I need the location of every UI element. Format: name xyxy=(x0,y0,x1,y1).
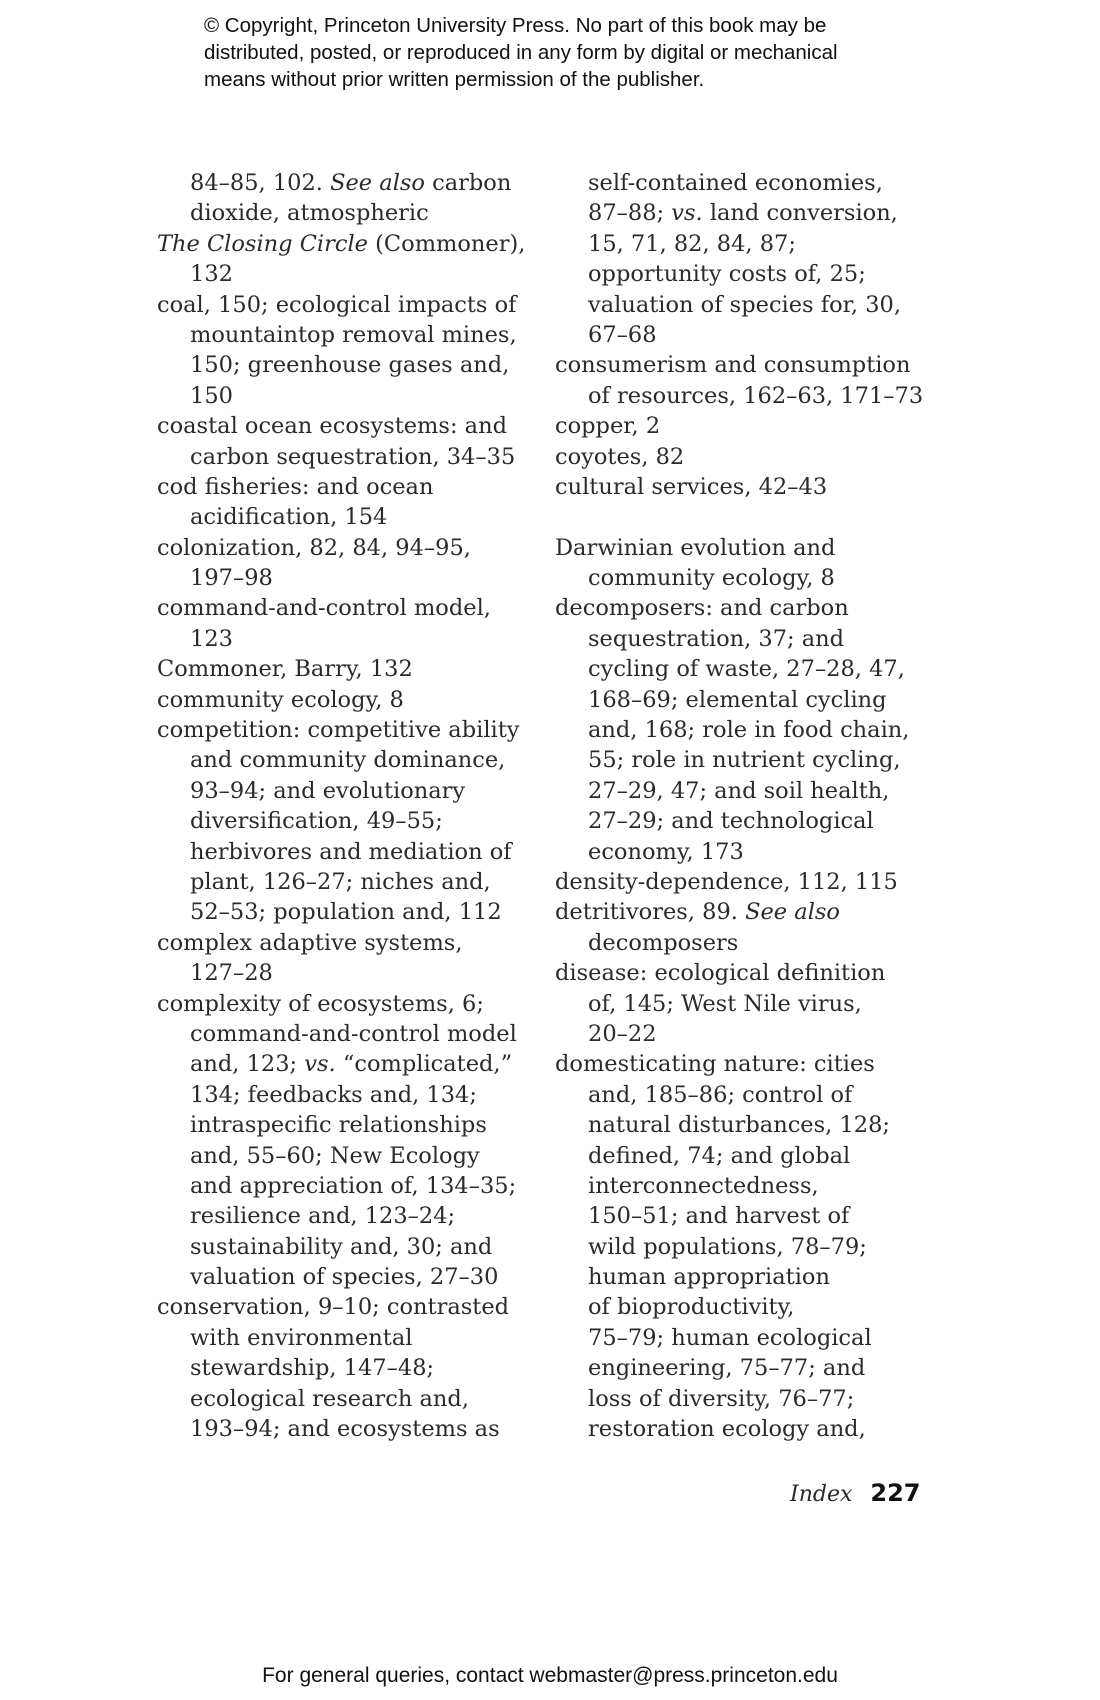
index-entry-line xyxy=(555,472,935,502)
copyright-line: means without prior written permission of the publisher. xyxy=(204,68,705,91)
index-text: 87–88; xyxy=(588,200,672,227)
index-continuation-line xyxy=(157,1141,537,1171)
index-text: complex adaptive systems, xyxy=(157,929,463,956)
index-spacer xyxy=(555,502,935,532)
index-continuation-line xyxy=(555,1110,935,1140)
index-text: cod fisheries: and ocean xyxy=(157,473,434,500)
index-text: 52–53; population and, 112 xyxy=(190,899,502,926)
index-continuation-line xyxy=(157,806,537,836)
index-text: intraspecific relationships xyxy=(190,1112,487,1139)
index-text: 150; greenhouse gases and, xyxy=(190,352,510,379)
index-continuation-line xyxy=(157,837,537,867)
copyright-line: distributed, posted, or reproduced in any form by digital or mechanical xyxy=(204,41,838,64)
index-text: detritivores, 89. xyxy=(555,899,746,926)
index-entry-line xyxy=(555,1049,935,1079)
index-text: valuation of species for, 30, xyxy=(588,291,902,318)
index-continuation-line xyxy=(555,776,935,806)
index-italic-text: vs. xyxy=(671,200,703,227)
index-continuation-line xyxy=(555,624,935,654)
index-continuation-line xyxy=(555,1171,935,1201)
index-text: engineering, 75–77; and xyxy=(588,1355,866,1382)
index-text: cultural services, 42–43 xyxy=(555,473,828,500)
index-text: 27–29, 47; and soil health, xyxy=(588,777,890,804)
index-continuation-line xyxy=(157,350,537,380)
index-text: (Commoner), xyxy=(368,230,526,257)
index-continuation-line xyxy=(555,1262,935,1292)
index-continuation-line xyxy=(157,1323,537,1353)
index-continuation-line xyxy=(555,198,935,228)
index-continuation-line xyxy=(157,563,537,593)
index-continuation-line xyxy=(555,1141,935,1171)
index-text: of bioproductivity, xyxy=(588,1294,795,1321)
index-text: consumerism and consumption xyxy=(555,352,911,379)
index-text: ecological research and, xyxy=(190,1385,469,1412)
index-entry-line xyxy=(555,897,935,927)
index-entry-line xyxy=(157,685,537,715)
index-text: Commoner, Barry, 132 xyxy=(157,656,413,683)
index-text: colonization, 82, 84, 94–95, xyxy=(157,534,471,561)
index-text: “complicated,” xyxy=(335,1051,513,1078)
index-continuation-line xyxy=(555,806,935,836)
index-text: 27–29; and technological xyxy=(588,808,874,835)
index-text: 197–98 xyxy=(190,565,273,592)
index-text: command-and-control model, xyxy=(157,595,491,622)
index-entry-line xyxy=(157,928,537,958)
index-continuation-line xyxy=(157,442,537,472)
index-text: carbon xyxy=(424,170,512,196)
index-text: 20–22 xyxy=(588,1020,657,1047)
index-text: 84–85, 102. xyxy=(190,170,331,196)
index-continuation-line xyxy=(157,1201,537,1231)
index-text: competition: competitive ability xyxy=(157,717,520,744)
index-entry-line xyxy=(157,593,537,623)
page-number: 227 xyxy=(870,1479,921,1507)
index-text: resilience and, 123–24; xyxy=(190,1203,456,1230)
index-continuation-line xyxy=(555,290,935,320)
index-text: 55; role in nutrient cycling, xyxy=(588,747,901,774)
index-text: sequestration, 37; and xyxy=(588,625,845,652)
index-text: 132 xyxy=(190,261,233,288)
index-continuation-line xyxy=(157,381,537,411)
index-continuation-line xyxy=(555,837,935,867)
index-text: coyotes, 82 xyxy=(555,443,685,470)
index-entry-line xyxy=(555,411,935,441)
index-text: 168–69; elemental cycling xyxy=(588,686,887,713)
index-continuation-line xyxy=(157,1384,537,1414)
index-entry-line xyxy=(555,533,935,563)
index-continuation-line xyxy=(157,897,537,927)
index-continuation-line xyxy=(555,989,935,1019)
index-text: 134; feedbacks and, 134; xyxy=(190,1081,477,1108)
index-continuation-line xyxy=(157,745,537,775)
index-entry-line xyxy=(157,654,537,684)
index-entry-line xyxy=(157,229,537,259)
index-text: and appreciation of, 134–35; xyxy=(190,1172,517,1199)
index-text: community ecology, 8 xyxy=(157,686,404,713)
index-continuation-line xyxy=(555,259,935,289)
index-text: coastal ocean ecosystems: and xyxy=(157,413,507,440)
index-entry-line xyxy=(157,533,537,563)
index-entry-line xyxy=(157,411,537,441)
page-folio xyxy=(790,1479,920,1507)
index-italic-text: See also xyxy=(745,899,840,926)
index-text: wild populations, 78–79; xyxy=(588,1233,867,1260)
index-text: decomposers xyxy=(588,929,739,956)
index-text: and, 55–60; New Ecology xyxy=(190,1142,480,1169)
index-continuation-line xyxy=(157,1171,537,1201)
index-entry-line xyxy=(157,715,537,745)
index-text: of resources, 162–63, 171–73 xyxy=(588,382,924,409)
index-column-right xyxy=(555,168,935,1444)
index-text: economy, 173 xyxy=(588,838,744,865)
index-text: loss of diversity, 76–77; xyxy=(588,1385,855,1412)
index-continuation-line xyxy=(157,624,537,654)
index-continuation-line xyxy=(555,563,935,593)
index-continuation-line xyxy=(555,229,935,259)
index-entry-line xyxy=(555,867,935,897)
index-text: 123 xyxy=(190,625,233,652)
index-text: stewardship, 147–48; xyxy=(190,1355,435,1382)
index-text: and, 123; xyxy=(190,1051,305,1078)
index-continuation-line xyxy=(157,502,537,532)
index-text: interconnectedness, xyxy=(588,1172,819,1199)
index-text: cycling of waste, 27–28, 47, xyxy=(588,656,905,683)
index-continuation-line xyxy=(555,715,935,745)
index-text: 15, 71, 82, 84, 87; xyxy=(588,230,796,257)
index-continuation-line xyxy=(555,1384,935,1414)
index-text: 93–94; and evolutionary xyxy=(190,777,466,804)
index-text: diversification, 49–55; xyxy=(190,808,443,835)
index-text: land conversion, xyxy=(702,200,898,227)
index-text: and community dominance, xyxy=(190,747,506,774)
index-text: copper, 2 xyxy=(555,413,661,440)
index-entry-line xyxy=(555,593,935,623)
index-continuation-line xyxy=(555,928,935,958)
index-text: restoration ecology and, xyxy=(588,1416,866,1443)
index-text: mountaintop removal mines, xyxy=(190,321,517,348)
index-continuation-line xyxy=(157,168,537,198)
index-column-left xyxy=(157,168,537,1444)
index-continuation-line xyxy=(555,1080,935,1110)
index-continuation-line xyxy=(555,320,935,350)
index-italic-text: The Closing Circle xyxy=(157,230,368,257)
index-continuation-line xyxy=(555,1353,935,1383)
index-text: dioxide, atmospheric xyxy=(190,200,429,227)
index-continuation-line xyxy=(157,1080,537,1110)
index-text: 150–51; and harvest of xyxy=(588,1203,850,1230)
index-text: Darwinian evolution and xyxy=(555,534,836,561)
index-text: opportunity costs of, 25; xyxy=(588,261,866,288)
index-text: 193–94; and ecosystems as xyxy=(190,1416,500,1443)
index-entry-line xyxy=(555,350,935,380)
index-text: self-contained economies, xyxy=(588,170,883,196)
index-continuation-line xyxy=(157,1110,537,1140)
index-continuation-line xyxy=(555,1414,935,1444)
index-continuation-line xyxy=(157,1019,537,1049)
index-continuation-line xyxy=(157,320,537,350)
index-entry-line xyxy=(157,290,537,320)
index-entry-line xyxy=(555,958,935,988)
index-text: decomposers: and carbon xyxy=(555,595,849,622)
index-text: 127–28 xyxy=(190,960,273,987)
index-continuation-line xyxy=(157,259,537,289)
index-text: sustainability and, 30; and xyxy=(190,1233,493,1260)
index-text: herbivores and mediation of xyxy=(190,838,512,865)
index-text: carbon sequestration, 34–35 xyxy=(190,443,516,470)
index-continuation-line xyxy=(157,1232,537,1262)
index-text: with environmental xyxy=(190,1324,413,1351)
index-text: density-dependence, 112, 115 xyxy=(555,868,898,895)
index-text: and, 185–86; control of xyxy=(588,1081,853,1108)
index-continuation-line xyxy=(555,1201,935,1231)
running-head-label: Index xyxy=(790,1482,853,1507)
index-entry-line xyxy=(157,989,537,1019)
index-continuation-line xyxy=(555,745,935,775)
index-continuation-line xyxy=(157,958,537,988)
index-continuation-line xyxy=(157,1049,537,1079)
copyright-line: © Copyright, Princeton University Press. No part of this book may be xyxy=(204,14,827,37)
index-text: coal, 150; ecological impacts of xyxy=(157,291,517,318)
index-continuation-line xyxy=(555,685,935,715)
index-continuation-line xyxy=(157,1262,537,1292)
index-entry-line xyxy=(555,442,935,472)
index-text: command-and-control model xyxy=(190,1020,517,1047)
index-italic-text: vs. xyxy=(304,1051,336,1078)
index-text: community ecology, 8 xyxy=(588,565,835,592)
index-entry-line xyxy=(157,1292,537,1322)
index-entry-line xyxy=(157,472,537,502)
footer-contact: For general queries, contact webmaster@press.princeton.edu xyxy=(262,1664,838,1687)
copyright-notice xyxy=(204,12,924,93)
index-text: human appropriation xyxy=(588,1264,830,1291)
index-continuation-line xyxy=(157,1353,537,1383)
index-continuation-line xyxy=(555,168,935,198)
index-text: plant, 126–27; niches and, xyxy=(190,868,491,895)
index-text: and, 168; role in food chain, xyxy=(588,717,910,744)
index-text: acidification, 154 xyxy=(190,504,388,531)
index-continuation-line xyxy=(157,198,537,228)
index-text: conservation, 9–10; contrasted xyxy=(157,1294,510,1321)
index-text: defined, 74; and global xyxy=(588,1142,851,1169)
index-continuation-line xyxy=(555,1232,935,1262)
index-continuation-line xyxy=(555,1323,935,1353)
index-text: valuation of species, 27–30 xyxy=(190,1264,499,1291)
index-continuation-line xyxy=(555,1292,935,1322)
index-continuation-line xyxy=(157,1414,537,1444)
index-text: domesticating nature: cities xyxy=(555,1051,875,1078)
index-text: 150 xyxy=(190,382,233,409)
index-text: disease: ecological definition xyxy=(555,960,886,987)
index-text: 75–79; human ecological xyxy=(588,1324,872,1351)
index-text: natural disturbances, 128; xyxy=(588,1112,890,1139)
index-continuation-line xyxy=(555,381,935,411)
index-text: of, 145; West Nile virus, xyxy=(588,990,862,1017)
index-continuation-line xyxy=(157,776,537,806)
index-continuation-line xyxy=(555,1019,935,1049)
index-text: 67–68 xyxy=(588,321,657,348)
index-text: complexity of ecosystems, 6; xyxy=(157,990,484,1017)
index-continuation-line xyxy=(555,654,935,684)
index-italic-text: See also xyxy=(330,170,425,196)
index-continuation-line xyxy=(157,867,537,897)
